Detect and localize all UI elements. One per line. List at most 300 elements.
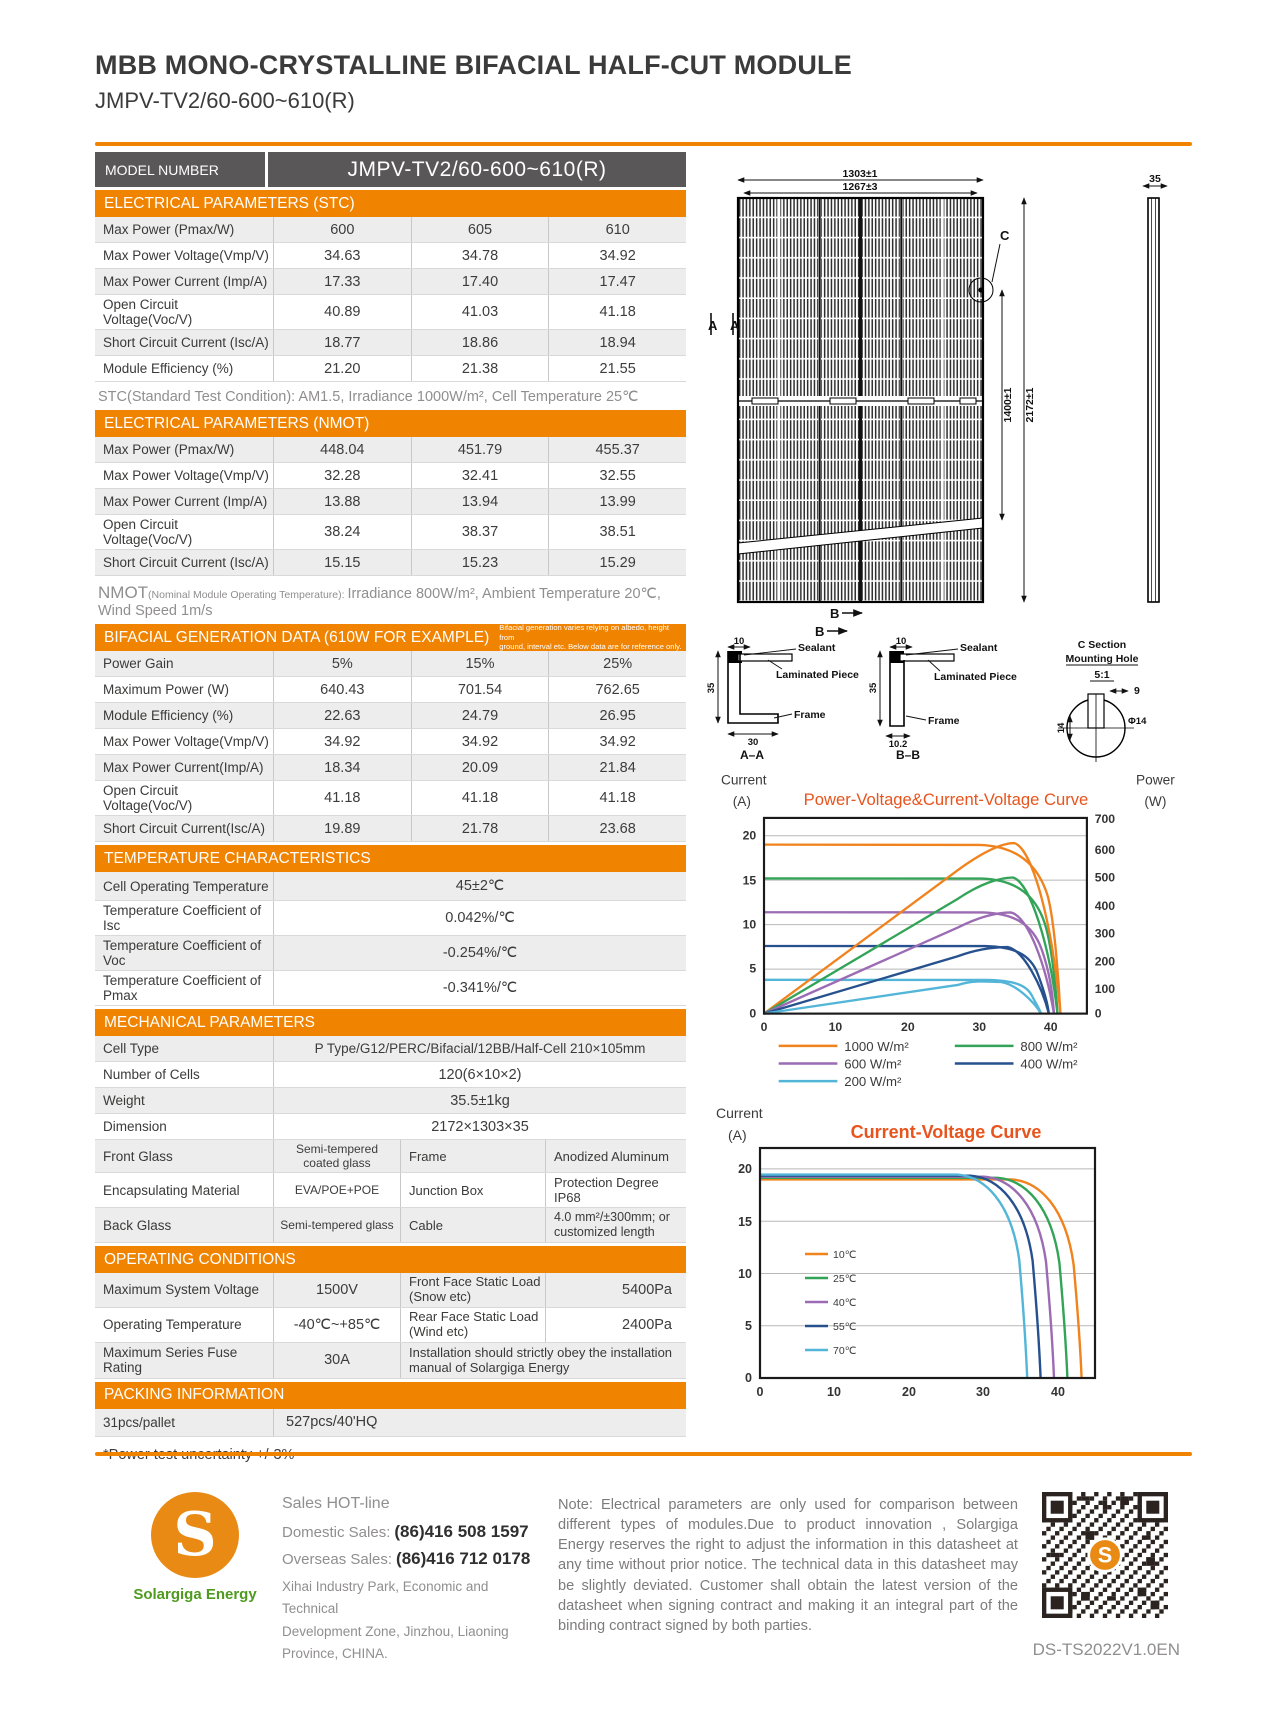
- overseas-sales-line: [282, 1549, 544, 1569]
- axis-tick: 20: [738, 1162, 752, 1176]
- param-label: Maximum Power (W): [103, 682, 230, 697]
- chart2-y-unit: (A): [728, 1127, 747, 1143]
- pv-curve-200wm2: [764, 981, 1041, 1013]
- axis-tick: 15: [742, 873, 757, 888]
- table-row: [95, 1273, 686, 1308]
- chart2-y-ticks: [738, 1162, 752, 1385]
- stc-footnote: STC(Standard Test Condition): AM1.5, Irradiance 1000W/m², Cell Temperature 25℃: [98, 389, 639, 405]
- section-header-stc: ELECTRICAL PARAMETERS (STC): [95, 190, 686, 217]
- param-value: 18.94: [548, 330, 686, 355]
- bb-frame-label: Frame: [928, 715, 960, 727]
- packing-container: 527pcs/40'HQ: [273, 1409, 686, 1436]
- legend-item: 200 W/m²: [844, 1074, 902, 1087]
- domestic-sales-number: (86)416 508 1597: [394, 1522, 529, 1541]
- param-value: 13.94: [411, 489, 549, 514]
- param-value: -0.254%/℃: [273, 936, 686, 970]
- param-value: 17.40: [411, 269, 549, 294]
- param-label: Max Power Voltage(Vmp/V): [103, 248, 269, 263]
- section-header-packing: PACKING INFORMATION: [95, 1382, 686, 1409]
- param-value: 32.28: [273, 463, 411, 488]
- temperature-table: [95, 872, 686, 1006]
- param-label: Front Glass: [103, 1148, 173, 1164]
- bifacial-table: [95, 651, 686, 842]
- param-value: 701.54: [411, 677, 549, 702]
- chart1-yright-label: Power: [1135, 772, 1175, 788]
- param-value: 41.18: [548, 295, 686, 329]
- company-address: [282, 1576, 544, 1665]
- param-value: 35.5±1kg: [273, 1088, 686, 1113]
- param-value: EVA/POE+POE: [273, 1173, 400, 1207]
- param-label: Max Power Voltage(Vmp/V): [103, 734, 269, 749]
- iv-curve-40c: [760, 1177, 1054, 1378]
- qr-center-logo: [1089, 1539, 1122, 1572]
- param-label: Max Power (Pmax/W): [103, 222, 235, 237]
- axis-tick: 0: [745, 1371, 752, 1385]
- axis-tick: 15: [738, 1215, 752, 1229]
- param-value: 15.15: [273, 550, 411, 575]
- legal-note: Note: Electrical parameters are only used for comparison between different types of modules.Due to product innovation , Solargiga Energy reserves the right to adjust the information in this datasheet at any time without prior notice. The technical data in this datasheet may be slightly deviated. Customer shall obtain the latest version of the datasheet when signing contract and making it an integral part of the binding contract signed by both parties.: [558, 1497, 1018, 1634]
- bb-dim-top: 10: [895, 636, 907, 647]
- dim-hole-spacing: 1400±1: [1002, 387, 1014, 423]
- overseas-sales-number: (86)416 712 0178: [396, 1549, 531, 1568]
- param-value: 23.68: [548, 816, 686, 841]
- param-label: Frame: [400, 1140, 545, 1172]
- side-view: [1148, 198, 1159, 602]
- param-label: Temperature Coefficient of Voc: [103, 938, 262, 968]
- axis-tick: 40: [1051, 1385, 1065, 1399]
- iv-curve-55c: [760, 1176, 1041, 1378]
- axis-tick: 600: [1094, 843, 1116, 858]
- operating-table: [95, 1273, 686, 1379]
- table-row: [95, 1409, 686, 1437]
- section-b-label: B: [815, 624, 825, 639]
- table-row: [95, 437, 686, 463]
- graphics-column: [700, 170, 1192, 1412]
- param-value: 600: [273, 217, 411, 242]
- param-label: Maximum System Voltage: [103, 1282, 260, 1298]
- param-value: 21.38: [411, 356, 549, 381]
- axis-tick: 20: [901, 1020, 915, 1035]
- chart1-yright-ticks: [1095, 812, 1116, 1021]
- chart2-legend: [805, 1249, 857, 1357]
- middle-junction-band: [738, 396, 983, 406]
- nmot-footnote-conditions: Irradiance 800W/m², Ambient Temperature 20℃, Wind Speed 1m/s: [98, 586, 661, 619]
- legend-item: 25℃: [833, 1273, 857, 1285]
- param-label: Max Power (Pmax/W): [103, 442, 235, 457]
- param-value: 15.23: [411, 550, 549, 575]
- param-value: 34.92: [548, 729, 686, 754]
- param-label: Front Face Static Load (Snow etc): [400, 1273, 545, 1307]
- axis-tick: 10: [742, 917, 757, 932]
- axis-tick: 300: [1094, 926, 1116, 941]
- param-value: 19.89: [273, 816, 411, 841]
- param-value: 448.04: [273, 437, 411, 462]
- mechanical-table-bottom: [95, 1140, 686, 1243]
- param-value: 21.84: [548, 755, 686, 780]
- param-value: 120(6×10×2): [273, 1062, 686, 1087]
- company-logo: [125, 1492, 265, 1603]
- table-row: [95, 463, 686, 489]
- aa-laminated-label: Laminated Piece: [776, 669, 859, 681]
- pv-iv-chart: [700, 769, 1192, 1087]
- param-value: 34.78: [411, 243, 549, 268]
- aa-sealant-label: Sealant: [798, 642, 836, 654]
- aa-dim-bottom: 30: [747, 737, 759, 748]
- top-accent-rule: [95, 142, 1192, 146]
- param-value: 41.18: [411, 781, 549, 815]
- table-row: [95, 729, 686, 755]
- packing-pallet: 31pcs/pallet: [103, 1414, 176, 1430]
- axis-tick: 0: [760, 1020, 768, 1035]
- table-row: [95, 269, 686, 295]
- param-value: 26.95: [548, 703, 686, 728]
- model-number-label: MODEL NUMBER: [95, 152, 265, 187]
- param-value: 22.63: [273, 703, 411, 728]
- param-value: 13.99: [548, 489, 686, 514]
- param-label: Power Gain: [103, 656, 174, 671]
- param-label: Max Power Current(Imp/A): [103, 760, 264, 775]
- param-value: 0.042%/℃: [273, 901, 686, 935]
- bifacial-note-line1: Bifacial generation varies relying on albedo, height from: [499, 623, 669, 642]
- param-value: 38.37: [411, 515, 549, 549]
- nmot-table: [95, 437, 686, 576]
- nmot-footnote-expansion: (Nominal Module Operating Temperature):: [148, 589, 348, 601]
- param-value: 25%: [548, 651, 686, 676]
- axis-tick: 500: [1094, 870, 1116, 885]
- param-value: Semi-tempered coated glass: [273, 1140, 400, 1172]
- table-row: [95, 1036, 686, 1062]
- table-row: [95, 781, 686, 816]
- nmot-footnote-abbrev: NMOT: [98, 583, 149, 602]
- legend-item: 70℃: [833, 1345, 857, 1357]
- front-view: [738, 198, 993, 602]
- param-value: -40℃~+85℃: [273, 1308, 400, 1342]
- c-title-line2: Mounting Hole: [1065, 653, 1139, 665]
- iv-curve-70c: [760, 1175, 1027, 1378]
- section-a-label: A: [708, 318, 718, 333]
- param-value: 17.47: [548, 269, 686, 294]
- table-row: [95, 1343, 686, 1379]
- param-label: Max Power Voltage(Vmp/V): [103, 468, 269, 483]
- param-value: Anodized Aluminum: [545, 1140, 686, 1172]
- c-dim-d: Φ14: [1128, 716, 1147, 727]
- aa-dim-top: 10: [733, 636, 745, 647]
- axis-tick: 200: [1094, 954, 1116, 969]
- param-value: 5%: [273, 651, 411, 676]
- logo-company-name: Solargiga Energy: [133, 1586, 257, 1603]
- table-row: [95, 243, 686, 269]
- table-row: [95, 217, 686, 243]
- param-value: 34.92: [548, 243, 686, 268]
- param-label: Number of Cells: [103, 1067, 200, 1082]
- param-value: 41.03: [411, 295, 549, 329]
- bottom-accent-rule: [95, 1452, 1192, 1456]
- table-row: [95, 677, 686, 703]
- page-subtitle: JMPV-TV2/60-600~610(R): [95, 88, 355, 113]
- legend-item: 400 W/m²: [1020, 1056, 1078, 1072]
- param-label: Dimension: [103, 1119, 167, 1134]
- detail-c-label: C: [1000, 228, 1010, 243]
- param-value: 610: [548, 217, 686, 242]
- section-header-temperature: TEMPERATURE CHARACTERISTICS: [95, 845, 686, 872]
- dim-thickness: 35: [1149, 173, 1161, 185]
- param-value: 21.78: [411, 816, 549, 841]
- param-value: 32.41: [411, 463, 549, 488]
- c-title-line1: C Section: [1077, 639, 1127, 651]
- chart1-legend: [779, 1039, 1078, 1087]
- param-label: Rear Face Static Load (Wind etc): [400, 1308, 545, 1342]
- mechanical-table-top: [95, 1036, 686, 1140]
- table-row: [95, 489, 686, 515]
- axis-tick: 10: [738, 1267, 752, 1281]
- aa-dim-left: 35: [706, 682, 717, 694]
- table-row: [95, 1208, 686, 1243]
- param-label: Cell Operating Temperature: [103, 878, 269, 894]
- param-value: -0.341%/℃: [273, 971, 686, 1005]
- param-label: Short Circuit Current(Isc/A): [103, 821, 266, 836]
- legend-item: 40℃: [833, 1297, 857, 1309]
- param-value: 455.37: [548, 437, 686, 462]
- param-value: 21.55: [548, 356, 686, 381]
- param-value: 17.33: [273, 269, 411, 294]
- chart2-title: Current-Voltage Curve: [850, 1122, 1042, 1142]
- module-technical-drawing: [700, 170, 1192, 762]
- param-label: Temperature Coefficient of Isc: [103, 903, 262, 933]
- sales-hotline-title: Sales HOT-line: [282, 1495, 390, 1512]
- legend-item: 55℃: [833, 1321, 857, 1333]
- param-value: 20.09: [411, 755, 549, 780]
- param-value: 21.20: [273, 356, 411, 381]
- param-value: 18.77: [273, 330, 411, 355]
- aa-frame-label: Frame: [794, 709, 826, 721]
- param-label: Back Glass: [103, 1217, 172, 1233]
- bb-sealant-label: Sealant: [960, 642, 998, 654]
- param-label: Weight: [103, 1093, 145, 1108]
- dim-width-inner: 1267±3: [842, 181, 878, 193]
- bifacial-header-title: BIFACIAL GENERATION DATA (610W FOR EXAMPLE): [104, 628, 490, 646]
- table-row: [95, 550, 686, 576]
- section-header-bifacial: [95, 624, 686, 651]
- param-label: Max Power Current (Imp/A): [103, 494, 268, 509]
- param-value: 4.0 mm²/±300mm; or customized length: [545, 1208, 686, 1242]
- chart1-gridlines: [764, 836, 1087, 969]
- axis-tick: 20: [742, 828, 757, 843]
- param-value: 2400Pa: [545, 1308, 686, 1342]
- legend-item: 800 W/m²: [1020, 1038, 1078, 1054]
- param-label: Open Circuit Voltage(Voc/V): [103, 297, 193, 327]
- section-bb: [868, 636, 1017, 762]
- chart2-x-ticks: [757, 1385, 1065, 1399]
- table-row: [95, 356, 686, 382]
- section-a-label: A: [730, 318, 740, 333]
- param-value: Semi-tempered glass: [273, 1208, 400, 1242]
- param-value: 34.92: [273, 729, 411, 754]
- param-value: 45±2℃: [273, 872, 686, 900]
- bb-caption: B–B: [895, 748, 921, 762]
- table-row: [95, 703, 686, 729]
- param-value: 15.29: [548, 550, 686, 575]
- table-row: [95, 651, 686, 677]
- axis-tick: 30: [976, 1385, 990, 1399]
- document-number: DS-TS2022V1.0EN: [1032, 1640, 1180, 1659]
- param-value: 34.63: [273, 243, 411, 268]
- param-label: Encapsulating Material: [103, 1182, 240, 1198]
- table-row: [95, 971, 686, 1006]
- param-value: 30A: [273, 1343, 400, 1378]
- param-label: Short Circuit Current (Isc/A): [103, 335, 269, 350]
- table-row: [95, 816, 686, 842]
- address-line: Development Zone, Jinzhou, Liaoning: [282, 1623, 509, 1639]
- table-row: [95, 1114, 686, 1140]
- section-header-operating: OPERATING CONDITIONS: [95, 1246, 686, 1273]
- bb-laminated-label: Laminated Piece: [934, 671, 1017, 683]
- param-label: Open Circuit Voltage(Voc/V): [103, 517, 193, 547]
- stc-table: [95, 217, 686, 382]
- axis-tick: 0: [1094, 1006, 1102, 1021]
- bifacial-note-line2: ground, interval etc. Below data are for reference only.: [499, 642, 682, 652]
- table-row: [95, 872, 686, 901]
- param-label: Open Circuit Voltage(Voc/V): [103, 783, 193, 813]
- bb-dim-left: 35: [868, 682, 879, 694]
- param-value: 762.65: [548, 677, 686, 702]
- param-value: 40.89: [273, 295, 411, 329]
- param-value: 38.51: [548, 515, 686, 549]
- axis-tick: 30: [972, 1020, 987, 1035]
- nmot-footnote: [98, 583, 686, 619]
- chart2-plot-border: [760, 1148, 1095, 1378]
- bifacial-header-note: [499, 623, 682, 651]
- c-dim-h: 14: [1056, 722, 1067, 734]
- param-label: Cable: [400, 1208, 545, 1242]
- table-row: [95, 1062, 686, 1088]
- page-header: [95, 50, 1195, 114]
- svg-text:S: S: [1097, 1542, 1113, 1568]
- param-value: 5400Pa: [545, 1273, 686, 1307]
- axis-tick: 100: [1094, 982, 1116, 997]
- chart2-curves: [760, 1175, 1082, 1378]
- param-label: Maximum Series Fuse Rating: [103, 1345, 238, 1376]
- param-label: Short Circuit Current (Isc/A): [103, 555, 269, 570]
- table-row: [95, 1173, 686, 1208]
- axis-tick: 10: [828, 1020, 843, 1035]
- axis-tick: 0: [756, 1385, 764, 1399]
- axis-tick: 400: [1094, 898, 1116, 913]
- table-row: [95, 295, 686, 330]
- dim-width-outer: 1303±1: [842, 170, 878, 180]
- table-row: [95, 1088, 686, 1114]
- param-label: Module Efficiency (%): [103, 708, 234, 723]
- table-row: [95, 755, 686, 781]
- bb-dim-bottom: 10.2: [888, 739, 908, 750]
- dim-height: 2172±1: [1024, 387, 1036, 423]
- param-value: 41.18: [548, 781, 686, 815]
- domestic-sales-line: [282, 1522, 544, 1542]
- param-value: Protection Degree IP68: [545, 1173, 686, 1207]
- param-label: Operating Temperature: [103, 1317, 242, 1333]
- chart1-yleft-ticks: [743, 828, 757, 1020]
- param-value: 18.86: [411, 330, 549, 355]
- axis-tick: 10: [827, 1385, 841, 1399]
- axis-tick: 5: [749, 961, 757, 976]
- chart1-yright-unit: (W): [1144, 794, 1167, 810]
- c-dim-w: 9: [1134, 685, 1140, 697]
- param-value: 2172×1303×35: [273, 1114, 686, 1139]
- chart1-x-ticks: [761, 1020, 1058, 1034]
- legend-item: 600 W/m²: [844, 1056, 902, 1072]
- param-value: 13.88: [273, 489, 411, 514]
- chart1-title: Power-Voltage&Current-Voltage Curve: [803, 790, 1089, 810]
- model-number-row: [95, 152, 686, 187]
- domestic-sales-label: Domestic Sales:: [282, 1524, 391, 1541]
- axis-tick: 20: [902, 1385, 916, 1399]
- section-header-mechanical: MECHANICAL PARAMETERS: [95, 1009, 686, 1036]
- axis-tick: 5: [745, 1319, 752, 1333]
- overseas-sales-label: Overseas Sales:: [282, 1551, 393, 1568]
- param-label: Max Power Current (Imp/A): [103, 274, 268, 289]
- address-line: Xihai Industry Park, Economic and Technical: [282, 1579, 489, 1617]
- param-value: 640.43: [273, 677, 411, 702]
- param-label: Junction Box: [400, 1173, 545, 1207]
- param-value: 24.79: [411, 703, 549, 728]
- table-row: [95, 936, 686, 971]
- table-row: [95, 515, 686, 550]
- iv-temperature-chart: [700, 1102, 1192, 1407]
- c-scale: 5:1: [1094, 669, 1110, 681]
- table-row: [95, 1308, 686, 1343]
- param-value: 605: [411, 217, 549, 242]
- legend-item: 1000 W/m²: [844, 1038, 909, 1054]
- section-header-nmot: ELECTRICAL PARAMETERS (NMOT): [95, 410, 686, 437]
- param-value: 41.18: [273, 781, 411, 815]
- qr-code: [1042, 1492, 1168, 1618]
- page-title: MBB MONO-CRYSTALLINE BIFACIAL HALF-CUT MODULE: [95, 50, 852, 80]
- axis-tick: 700: [1094, 811, 1116, 826]
- section-c-detail: [1056, 639, 1147, 762]
- model-number-value: JMPV-TV2/60-600~610(R): [268, 152, 686, 187]
- address-line: Province, CHINA.: [282, 1645, 388, 1661]
- param-label: Cell Type: [103, 1041, 160, 1056]
- param-value: 15%: [411, 651, 549, 676]
- section-b-label: B: [830, 606, 840, 621]
- section-aa: [706, 636, 859, 762]
- contact-block: [282, 1495, 544, 1665]
- table-row: [95, 901, 686, 936]
- param-value: 1500V: [273, 1273, 400, 1307]
- table-row: [95, 1140, 686, 1173]
- param-value: P Type/G12/PERC/Bifacial/12BB/Half-Cell 210×105mm: [273, 1036, 686, 1061]
- axis-tick: 0: [749, 1006, 757, 1021]
- chart1-pv-curves: [764, 843, 1060, 1014]
- installation-note: Installation should strictly obey the installation manual of Solargiga Energy: [400, 1343, 686, 1378]
- legend-item: 10℃: [833, 1249, 857, 1261]
- chart1-yleft-unit: (A): [732, 794, 751, 810]
- chart2-y-label: Current: [716, 1105, 763, 1121]
- param-value: 18.34: [273, 755, 411, 780]
- parameters-column: [95, 152, 686, 1463]
- chart1-yleft-label: Current: [720, 772, 767, 788]
- logo-s-icon: S: [151, 1492, 239, 1578]
- param-value: 451.79: [411, 437, 549, 462]
- mounting-hole: [978, 287, 983, 292]
- param-label: Module Efficiency (%): [103, 361, 234, 376]
- axis-tick: 40: [1043, 1020, 1058, 1035]
- packing-table: [95, 1409, 686, 1437]
- param-value: 34.92: [411, 729, 549, 754]
- param-label: Temperature Coefficient of Pmax: [103, 973, 262, 1003]
- aa-caption: A–A: [739, 748, 765, 762]
- param-value: 32.55: [548, 463, 686, 488]
- param-value: 38.24: [273, 515, 411, 549]
